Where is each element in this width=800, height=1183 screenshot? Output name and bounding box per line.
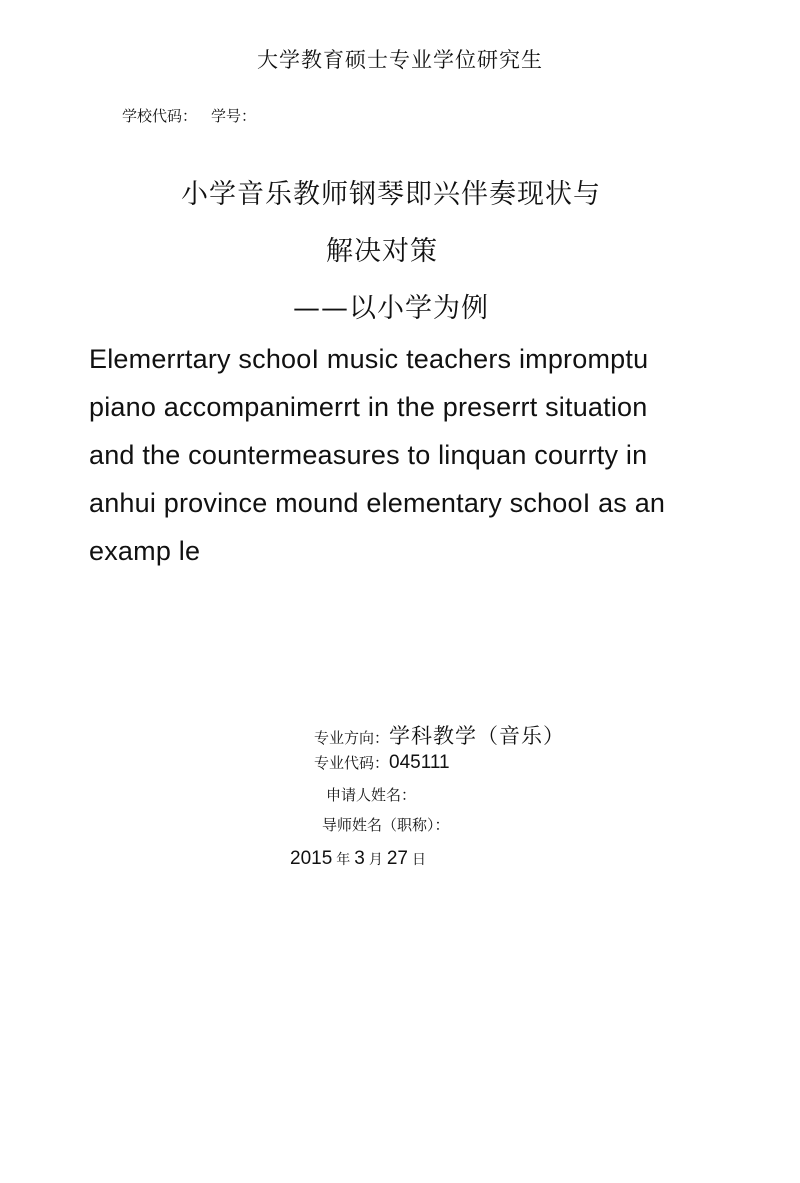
date-month-unit: 月 bbox=[368, 852, 383, 868]
major-direction-row bbox=[314, 720, 565, 750]
major-code-label: 专业代码： bbox=[314, 754, 390, 772]
thesis-subtitle-cn: ——以小学为例 bbox=[293, 293, 489, 324]
thesis-title-en-line: and the countermeasures to linquan courrty in bbox=[89, 440, 648, 470]
thesis-title-cn-line1: 小学音乐教师钢琴即兴伴奏现状与 bbox=[181, 179, 601, 210]
date-year: 2015 bbox=[290, 848, 333, 869]
applicant-row bbox=[326, 784, 416, 805]
thesis-title-en-line: examp le bbox=[89, 536, 201, 566]
submission-date bbox=[290, 848, 430, 870]
major-code-value: 045111 bbox=[389, 752, 450, 773]
date-day: 27 bbox=[386, 848, 408, 869]
advisor-row bbox=[322, 814, 450, 835]
date-month: 3 bbox=[354, 848, 365, 869]
thesis-title-en-line: Elemerrtary schooI music teachers impromptu bbox=[89, 344, 649, 374]
applicant-label: 申请人姓名： bbox=[326, 786, 417, 804]
code-fields bbox=[122, 105, 256, 126]
thesis-title-en bbox=[89, 335, 729, 575]
major-code-row bbox=[314, 752, 450, 774]
major-direction-label: 专业方向： bbox=[314, 729, 390, 747]
thesis-title-en-line: piano accompanimerrt in the preserrt situation bbox=[89, 392, 648, 422]
school-code-label: 学校代码： bbox=[122, 107, 198, 125]
degree-type-heading: 大学教育硕士专业学位研究生 bbox=[257, 48, 543, 72]
date-year-unit: 年 bbox=[336, 852, 351, 868]
thesis-title-cn-line2: 解决对策 bbox=[326, 236, 438, 267]
major-direction-value: 学科教学（音乐） bbox=[389, 724, 566, 748]
advisor-label: 导师姓名（职称）： bbox=[322, 816, 450, 834]
date-day-unit: 日 bbox=[412, 852, 426, 868]
student-id-label: 学号： bbox=[211, 107, 257, 125]
thesis-title-en-line: anhui province mound elementary schooI as an bbox=[89, 488, 666, 518]
